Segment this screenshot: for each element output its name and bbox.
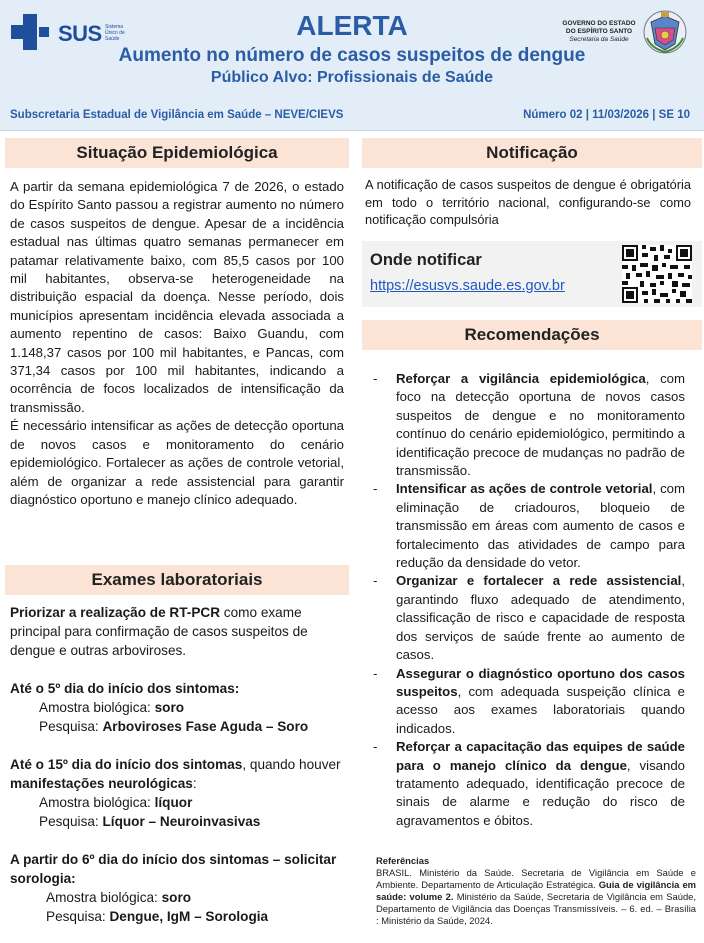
references-text-bold: Guia de vigilância em saúde: volume 2. <box>376 879 697 903</box>
g2-pesquisa-label: Pesquisa: <box>39 814 103 829</box>
exames-group-3-amostra <box>10 888 346 907</box>
recommendation-item <box>370 480 685 572</box>
exames-group-3-title <box>10 850 346 888</box>
section-situacao-heading: Situação Epidemiológica <box>5 138 349 168</box>
government-label <box>559 20 639 44</box>
exames-group-2-title <box>10 755 346 793</box>
section-recomendacoes-heading: Recomendações <box>362 320 702 350</box>
onde-notificar-title: Onde notificar <box>370 251 482 269</box>
gov-line-3: Secretaria da Saúde <box>569 36 629 43</box>
exames-group-2-amostra <box>10 793 346 812</box>
recommendations-list <box>370 370 685 830</box>
recommendation-text: , com eliminação de criadouros, bloqueio de transmissão em áreas com aumento de casos e fortalecimento das atividades de campo para redução da densidade do vetor. <box>396 481 685 571</box>
g1-amostra-label: Amostra biológica: <box>39 700 155 715</box>
exames-body <box>10 603 346 926</box>
alert-label: ALERTA <box>296 10 408 41</box>
sus-logo-subtitle: Sistema Único de Saúde <box>105 24 125 42</box>
g1-pesquisa-label: Pesquisa: <box>39 719 103 734</box>
references-text-a: BRASIL. Ministério da Saúde. Secretaria de Vigilância em Saúde e Ambiente. Departamento de Articulação Estratégica. <box>376 867 696 891</box>
references-text-b: Ministério da Saúde, Secretaria de Vigilância em Saúde, Departamento de Vigilância das Doenças Transmissíveis. – 6. ed. – Brasília : Ministério da Saúde, 2024. <box>376 891 696 927</box>
onde-notificar-box <box>362 241 702 307</box>
notification-link[interactable]: https://esusvs.saude.es.gov.br <box>370 278 565 294</box>
recommendation-item <box>370 370 685 480</box>
alert-title: Aumento no número de casos suspeitos de dengue <box>118 45 586 66</box>
exames-group-1-amostra <box>10 698 346 717</box>
recommendation-bold: Intensificar as ações de controle vetorial <box>396 481 653 497</box>
g1-pesquisa-value: Arboviroses Fase Aguda – Soro <box>102 719 309 734</box>
references-title: Referências <box>376 855 430 866</box>
recommendation-text: , com adequada suspeição clínica e acesso aos exames laboratoriais quando indicados. <box>396 683 685 736</box>
bullet-dash: - <box>373 573 378 589</box>
bullet-dash: - <box>373 371 378 386</box>
g1-amostra-value: soro <box>154 700 185 715</box>
g3-amostra-value: soro <box>161 890 192 905</box>
g3-pesquisa-label: Pesquisa: <box>46 909 110 924</box>
recommendation-bold: Reforçar a vigilância epidemiológica <box>396 371 646 386</box>
g1-title-text: Até o 5º dia do início dos sintomas: <box>10 681 240 696</box>
section-notificacao-heading: Notificação <box>362 138 702 168</box>
g3-title-text: A partir do 6º dia do início dos sintomas – solicitar sorologia: <box>10 852 337 886</box>
target-audience: Público Alvo: Profissionais de Saúde <box>210 69 494 86</box>
situacao-body <box>10 178 344 509</box>
exames-group-1-pesquisa <box>10 717 346 736</box>
g2-title-colon: : <box>192 776 197 791</box>
gov-line-1: GOVERNO DO ESTADO <box>562 20 636 27</box>
exames-intro <box>10 603 346 660</box>
exames-intro-bold: Priorizar a realização de RT-PCR <box>10 605 221 620</box>
g2-amostra-label: Amostra biológica: <box>39 795 155 810</box>
edition-info: Número 02 | 11/03/2026 | SE 10 <box>523 109 690 121</box>
situacao-paragraph-1: A partir da semana epidemiológica 7 de 2026, o estado do Espírito Santo passou a registrar aumento no número de casos suspeitos de dengue. Apesar de a incidência estadual nas últimas quatro semanas permanecer em patamar relativamente baixo, com 85,5 casos por 100 mil habitantes, observa-se heterogeneidade na distribuição espacial da doença. Nesse período, dois municípios apresentam incidência elevada associada a aumento repentino de casos: Baixo Guandu, com 1.148,37 casos por 100 mil habitantes, e Pancas, com 371,34 casos por 100 mil habitantes, indicando a ocorrência de focos localizados de intensificação da transmissão. <box>10 179 344 415</box>
recommendation-bold: Assegurar o diagnóstico oportuno dos casos suspeitos <box>396 665 685 699</box>
gov-line-2: DO ESPÍRITO SANTO <box>565 28 633 35</box>
references-text <box>376 867 696 927</box>
g2-amostra-value: líquor <box>154 795 193 810</box>
references <box>376 855 696 928</box>
recommendation-text: , garantindo fluxo adequado de atendimento, classificação de risco e capacidade de resposta dos serviços de saúde frente ao aumento de casos. <box>396 573 685 663</box>
recommendation-text: , com foco na detecção oportuna de novos casos suspeitos de dengue e no monitoramento contínuo do cenário epidemiológico, permitindo a identificação precoce de mudanças no padrão de transmissão. <box>396 371 685 479</box>
recommendation-item <box>370 665 685 739</box>
g2-title-bold: Até o 15º dia do início dos sintomas <box>10 757 243 772</box>
notificacao-text: A notificação de casos suspeitos de dengue é obrigatória em todo o território nacional, configurando-se como notificação compulsória <box>365 177 691 228</box>
recommendation-bold: Reforçar a capacitação das equipes de saúde para o manejo clínico da dengue <box>396 739 685 773</box>
g3-pesquisa-value: Dengue, IgM – Sorologia <box>109 909 269 924</box>
bullet-dash: - <box>373 739 378 755</box>
g3-amostra-label: Amostra biológica: <box>46 890 162 905</box>
state-crest-icon <box>641 8 689 56</box>
header-banner <box>0 0 704 131</box>
bullet-dash: - <box>373 481 378 497</box>
recommendation-item <box>370 572 685 664</box>
sus-logo-text: SUS <box>58 21 102 46</box>
g2-title-rest: , quando houver <box>242 757 341 772</box>
exames-group-1-title <box>10 679 346 698</box>
exames-intro-rest: como exame principal para confirmação de casos suspeitos de dengue e outras arboviroses. <box>10 605 308 658</box>
qr-code-icon <box>622 245 692 303</box>
g2-title-bold-2: manifestações neurológicas <box>10 776 193 791</box>
situacao-paragraph-2: É necessário intensificar as ações de detecção oportuna de novos casos e monitoramento do cenário epidemiológico. Fortalecer as ações de controle vetorial, além de organizar a rede assistencial para garantir diagnóstico oportuno e manejo clínico adequado. <box>10 418 344 507</box>
exames-group-3-pesquisa <box>10 907 346 926</box>
g2-pesquisa-value: Líquor – Neuroinvasivas <box>102 814 261 829</box>
recommendation-text: , visando tratamento adequado, identificação precoce de sinais de alarme e redução do risco de agravamentos e óbitos. <box>396 757 685 828</box>
exames-group-2-pesquisa <box>10 812 346 831</box>
section-exames-heading: Exames laboratoriais <box>5 565 349 595</box>
recommendation-bold: Organizar e fortalecer a rede assistencial <box>396 573 682 589</box>
bullet-dash: - <box>373 665 378 681</box>
recommendation-item <box>370 738 685 830</box>
subsecretaria-label: Subscretaria Estadual de Vigilância em Saúde – NEVE/CIEVS <box>10 109 344 121</box>
